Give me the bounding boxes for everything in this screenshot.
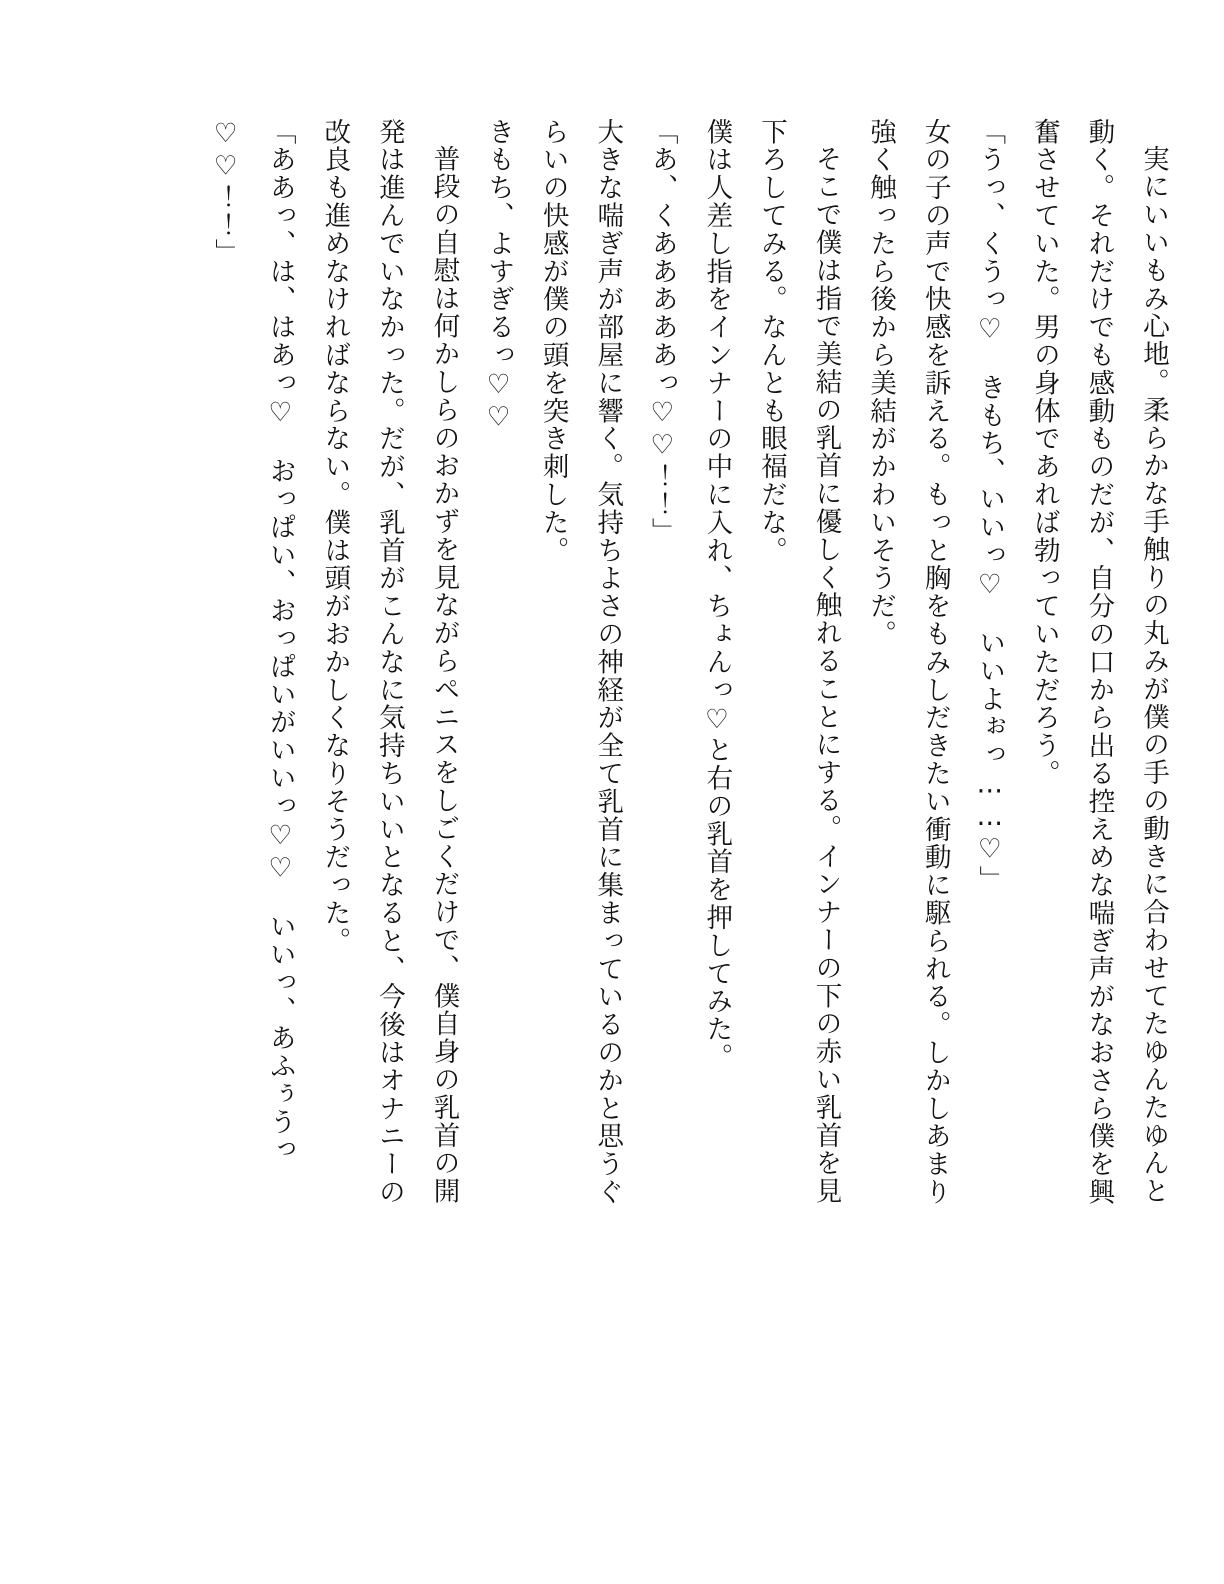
paragraph: 「うっ、くうっ♡ きもち、いいっ♡ いいよぉっ……♡」 <box>974 118 1006 894</box>
vertical-text-body <box>116 118 1180 1208</box>
paragraph: 「ああっ、は、はあっ♡ おっぱい、おっぱいがいいっ♡♡ いいっ、あふぅうっ♡♡！！」 <box>210 118 296 1164</box>
paragraph: 「あ、くあああああっ♡♡！！」 <box>646 118 678 546</box>
paragraph: そこで僕は指で美結の乳首に優しく触れることにする。インナーの下の赤い乳首を見下ろしてみる。なんとも眼福だな。 <box>755 118 842 1205</box>
paragraph: 女の子の声で快感を訴える。もっと胸をもみしだきたい衝動に駆られる。しかしあまり強く触ったら後から美結がかわいそうだ。 <box>865 118 951 1207</box>
paragraph: 大きな喘ぎ声が部屋に響く。気持ちよさの神経が全て乳首に集まっているのかと思うぐらいの快感が僕の頭を突き刺した。 <box>537 118 624 1207</box>
paragraph: 普段の自慰は何かしらのおかずを見ながらペニスをしごくだけで、僕自身の乳首の開発は進んでいなかった。だが、乳首がこんなに気持ちいいとなると、今後はオナニーの改良も進めなければならない。僕は頭がおかしくなりそうだった。 <box>319 118 460 1207</box>
paragraph: 実にいいもみ心地。柔らかな手触りの丸みが僕の手の動きに合わせてたゆんたゆんと動く。それだけでも感動ものだが、自分の口から出る控えめな喘ぎ声がなおさら僕を興奮させていた。男の身体であれば勃っていただろう。 <box>1028 118 1169 1207</box>
paragraph: 僕は人差し指をインナーの中に入れ、ちょんっ♡と右の乳首を押してみた。 <box>701 118 733 1072</box>
paragraph: きもち、よすぎるっ♡♡ <box>483 118 515 434</box>
